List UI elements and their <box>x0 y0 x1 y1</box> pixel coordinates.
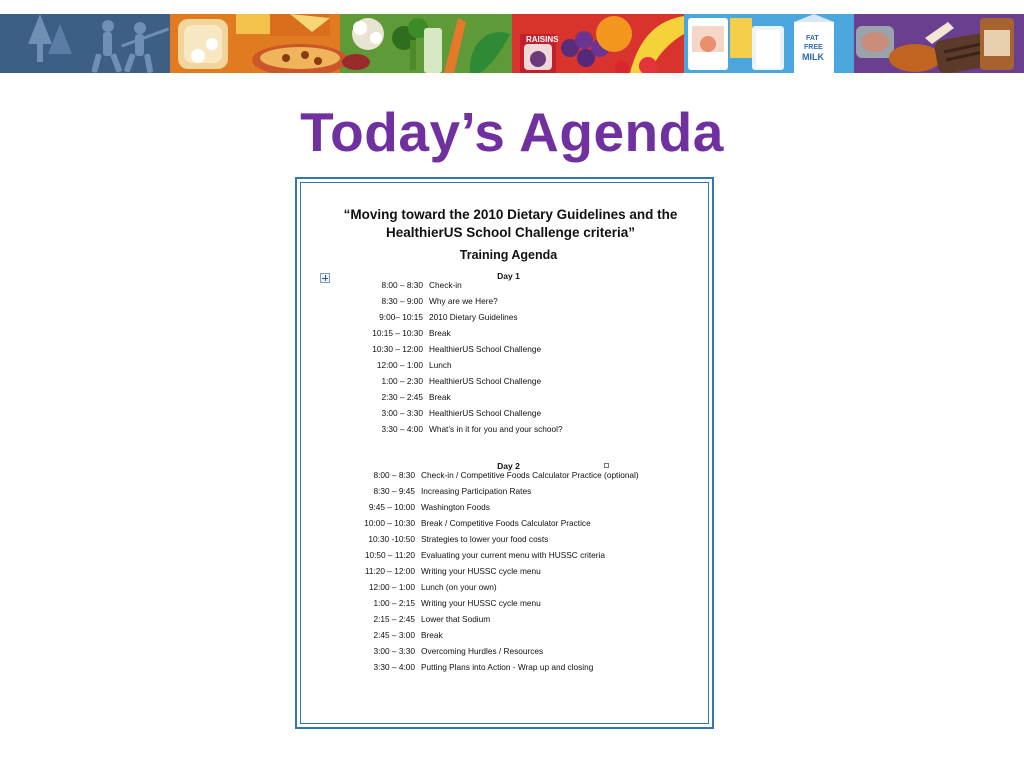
banner-panel-fitness <box>0 14 170 73</box>
day2-row <box>301 469 716 482</box>
day2-activity: Strategies to lower your food costs <box>421 534 549 544</box>
day2-time: 2:15 – 2:45 <box>373 614 415 624</box>
day2-row <box>301 501 716 514</box>
day1-time: 3:00 – 3:30 <box>381 408 423 418</box>
day1-activity: HealthierUS School Challenge <box>429 376 542 386</box>
day2-activity: Evaluating your current menu with HUSSC criteria <box>421 550 605 560</box>
day1-row <box>301 279 716 292</box>
day1-time: 1:00 – 2:30 <box>381 376 423 386</box>
day1-time: 2:30 – 2:45 <box>381 392 423 402</box>
document-inner-border <box>300 182 709 724</box>
food-banner <box>0 14 1024 73</box>
document-heading-line-2: HealthierUS School Challenge criteria” <box>385 225 636 240</box>
day1-activity: 2010 Dietary Guidelines <box>429 312 518 322</box>
day1-activity: Break <box>429 328 451 338</box>
day1-time: 8:00 – 8:30 <box>381 280 423 290</box>
day1-activity: Check-in <box>429 280 462 290</box>
day2-row <box>301 549 716 562</box>
day1-row <box>301 295 716 308</box>
day1-row <box>301 311 716 324</box>
day2-activity: Lunch (on your own) <box>421 582 497 592</box>
day1-time: 9:00– 10:15 <box>379 312 423 322</box>
day2-label: Day 2 <box>497 461 520 471</box>
day2-time: 12:00 – 1:00 <box>368 582 415 592</box>
day1-time: 10:15 – 10:30 <box>372 328 423 338</box>
day2-row <box>301 613 716 626</box>
day2-time: 9:45 – 10:00 <box>368 502 415 512</box>
day2-activity: Break / Competitive Foods Calculator Practice <box>421 518 591 528</box>
day2-row <box>301 661 716 674</box>
day2-activity: Lower that Sodium <box>421 614 491 624</box>
day2-time: 1:00 – 2:15 <box>373 598 415 608</box>
table-resize-handle-icon[interactable] <box>604 463 609 468</box>
banner-milk-label-3: MILK <box>802 52 824 62</box>
agenda-document <box>295 177 714 729</box>
day2-activity: Break <box>421 630 443 640</box>
day2-row <box>301 597 716 610</box>
day1-activity: Break <box>429 392 451 402</box>
day1-label: Day 1 <box>497 271 520 281</box>
day2-row <box>301 581 716 594</box>
day1-activity: HealthierUS School Challenge <box>429 408 542 418</box>
day2-row <box>301 485 716 498</box>
day1-activity: What’s in it for you and your school? <box>429 424 563 434</box>
day2-time: 10:50 – 11:20 <box>364 550 415 560</box>
day2-activity: Writing your HUSSC cycle menu <box>421 598 541 608</box>
day2-time: 3:30 – 4:00 <box>373 662 415 672</box>
day2-time: 10:00 – 10:30 <box>364 518 415 528</box>
day2-time: 8:00 – 8:30 <box>373 470 415 480</box>
day2-activity: Washington Foods <box>421 502 490 512</box>
day1-time: 10:30 – 12:00 <box>372 344 423 354</box>
day1-activity: HealthierUS School Challenge <box>429 344 542 354</box>
day1-row <box>301 423 716 436</box>
slide-title: Today’s Agenda <box>300 101 724 163</box>
day2-time: 10:30 -10:50 <box>368 534 415 544</box>
day1-row <box>301 343 716 356</box>
day1-row <box>301 375 716 388</box>
document-subheading: Training Agenda <box>459 248 558 262</box>
day2-time: 11:20 – 12:00 <box>364 566 415 576</box>
day2-time: 2:45 – 3:00 <box>373 630 415 640</box>
day2-time: 8:30 – 9:45 <box>373 486 415 496</box>
day2-row <box>301 565 716 578</box>
banner-milk-label-2: FREE <box>804 44 823 51</box>
day1-row <box>301 391 716 404</box>
day1-activity: Lunch <box>429 360 452 370</box>
day2-activity: Writing your HUSSC cycle menu <box>421 566 541 576</box>
day1-row <box>301 407 716 420</box>
day2-row <box>301 629 716 642</box>
day1-row <box>301 359 716 372</box>
day2-activity: Increasing Participation Rates <box>421 486 532 496</box>
day2-activity: Overcoming Hurdles / Resources <box>421 646 544 656</box>
day2-activity: Check-in / Competitive Foods Calculator Practice (optional) <box>421 470 639 480</box>
banner-milk-label-1: FAT <box>806 35 819 42</box>
day1-row <box>301 327 716 340</box>
day2-activity: Putting Plans into Action - Wrap up and closing <box>421 662 594 672</box>
banner-raisins-label: RAISINS <box>526 35 559 44</box>
day2-row <box>301 533 716 546</box>
document-heading-line-1: “Moving toward the 2010 Dietary Guidelines and the <box>343 207 678 222</box>
day2-time: 3:00 – 3:30 <box>373 646 415 656</box>
day2-row <box>301 645 716 658</box>
day1-time: 8:30 – 9:00 <box>381 296 423 306</box>
day2-row <box>301 517 716 530</box>
day1-time: 12:00 – 1:00 <box>376 360 423 370</box>
day1-time: 3:30 – 4:00 <box>381 424 423 434</box>
day1-activity: Why are we Here? <box>429 296 498 306</box>
